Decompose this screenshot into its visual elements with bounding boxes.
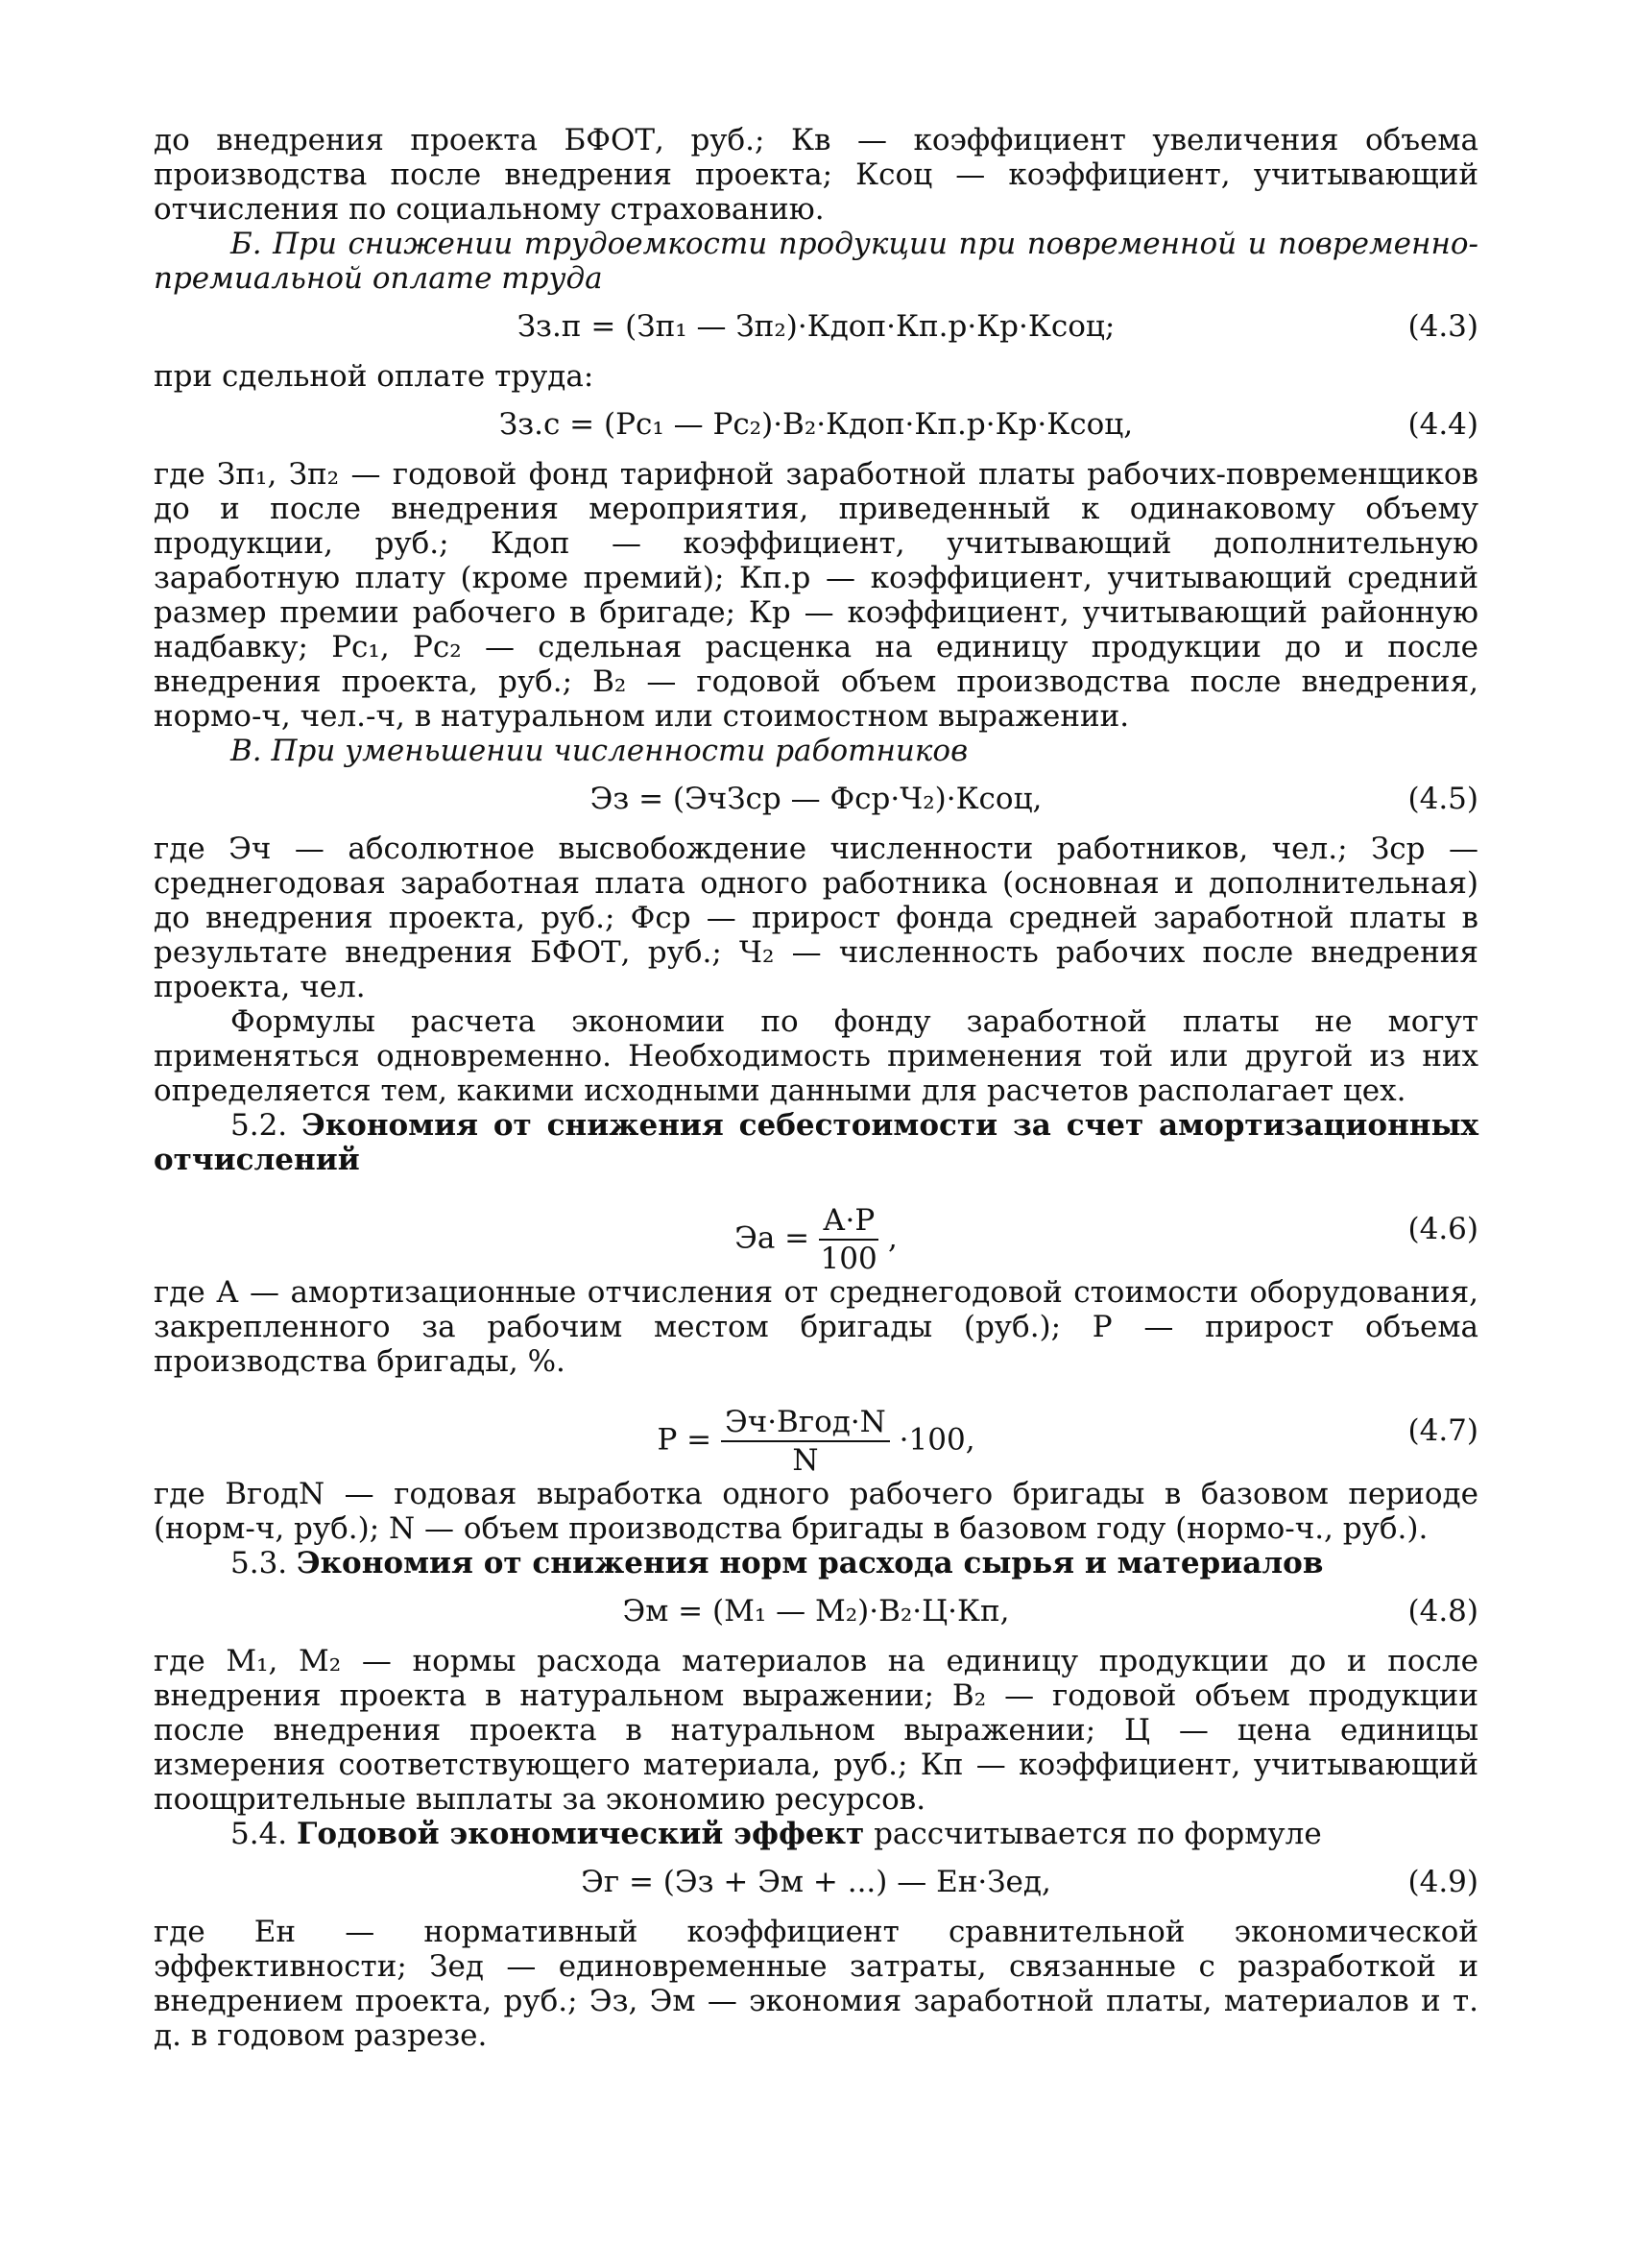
paragraph-formulas-note: Формулы расчета экономии по фонду заработной платы не могут применяться одновременно. Необходимость применения той или другой из них определяется тем, какими исходными данными для расчетов располагает цех. bbox=[154, 1004, 1478, 1108]
heading-5-2-number: 5.2. bbox=[230, 1108, 288, 1143]
formula-4-5 bbox=[154, 776, 1478, 826]
formula-4-6-tail: , bbox=[888, 1220, 898, 1256]
formula-4-4 bbox=[154, 401, 1478, 451]
heading-5-4 bbox=[154, 1817, 1478, 1851]
formula-4-9-number: (4.9) bbox=[1407, 1865, 1478, 1899]
formula-4-7-tail: ·100, bbox=[899, 1422, 975, 1458]
formula-4-7 bbox=[154, 1387, 1478, 1478]
heading-5-4-title: Годовой экономический эффект bbox=[297, 1817, 865, 1851]
formula-4-7-number: (4.7) bbox=[1407, 1413, 1478, 1448]
paragraph-where-4-7: где ВгодN — годовая выработка одного рабочего бригады в базовом периоде (норм-ч, руб.); N — объем производства бригады в базовом году (нормо-ч., руб.). bbox=[154, 1477, 1478, 1546]
formula-4-6-numerator: А·Р bbox=[819, 1202, 878, 1241]
formula-4-6-number: (4.6) bbox=[1407, 1212, 1478, 1246]
formula-4-6 bbox=[154, 1185, 1478, 1276]
heading-5-2 bbox=[154, 1108, 1478, 1177]
formula-4-7-numerator: Эч·Вгод·N bbox=[721, 1404, 890, 1442]
heading-5-2-title: Экономия от снижения себестоимости за счет амортизационных отчислений bbox=[154, 1108, 1479, 1177]
heading-5-3-number: 5.3. bbox=[230, 1546, 288, 1580]
formula-4-7-lhs: Р = bbox=[657, 1422, 712, 1458]
formula-4-9 bbox=[154, 1859, 1478, 1909]
formula-4-4-expr: Зз.с = (Рс₁ — Рс₂)·В₂·Кдоп·Кп.р·Кр·Ксоц, bbox=[498, 407, 1134, 442]
paragraph-piecework: при сдельной оплате труда: bbox=[154, 359, 594, 394]
paragraph-where-4-4: где Зп₁, Зп₂ — годовой фонд тарифной заработной платы рабочих-повременщиков до и после внедрения мероприятия, приведенный к одинаковому объему продукции, руб.; Кдоп — коэффициент, учитывающий дополнительную заработную плату (кроме премий); Кп.р — коэффициент, учитывающий средний размер премии рабочего в бригаде; Кр — коэффициент, учитывающий районную надбавку; Рс₁, Рс₂ — сдельная расценка на единицу продукции до и после внедрения проекта, руб.; В₂ — годовой объем производства после внедрения, нормо-ч, чел.-ч, в натуральном или стоимостном выражении. bbox=[154, 457, 1478, 734]
heading-5-3 bbox=[154, 1546, 1478, 1580]
formula-4-5-expr: Эз = (ЭчЗср — Фср·Ч₂)·Ксоц, bbox=[589, 782, 1043, 816]
paragraph-where-4-9: где Ен — нормативный коэффициент сравнительной экономической эффективности; Зед — единовременные затраты, связанные с разработкой и внедрением проекта, руб.; Эз, Эм — экономия заработной платы, материалов и т. д. в годовом разрезе. bbox=[154, 1915, 1478, 2053]
paragraph-where-4-5: где Эч — абсолютное высвобождение численности работников, чел.; Зср — среднегодовая заработная плата одного работника (основная и дополнительная) до внедрения проекта, руб.; Фср — прирост фонда средней заработной платы в результате внедрения БФОТ, руб.; Ч₂ — численность рабочих после внедрения проекта, чел. bbox=[154, 832, 1478, 1004]
formula-4-5-number: (4.5) bbox=[1407, 782, 1478, 816]
formula-4-8-expr: Эм = (М₁ — М₂)·В₂·Ц·Кп, bbox=[622, 1594, 1010, 1629]
formula-4-9-expr: Эг = (Эз + Эм + ...) — Ен·Зед, bbox=[581, 1865, 1051, 1899]
section-v-title: В. При уменьшении численности работников bbox=[230, 734, 969, 768]
formula-4-6-lhs: Эа = bbox=[734, 1220, 810, 1256]
formula-4-7-denominator: N bbox=[792, 1443, 819, 1478]
formula-4-4-number: (4.4) bbox=[1407, 407, 1478, 442]
formula-4-6-fraction bbox=[819, 1202, 878, 1277]
formula-4-8-number: (4.8) bbox=[1407, 1594, 1478, 1629]
formula-4-7-fraction bbox=[721, 1404, 890, 1479]
heading-5-4-rest: рассчитывается по формуле bbox=[864, 1817, 1322, 1851]
heading-5-3-title: Экономия от снижения норм расхода сырья и материалов bbox=[297, 1546, 1324, 1580]
heading-5-4-number: 5.4. bbox=[230, 1817, 288, 1851]
formula-4-6-denominator: 100 bbox=[820, 1242, 877, 1276]
paragraph-where-4-6: где А — амортизационные отчисления от среднегодовой стоимости оборудования, закрепленного за рабочим местом бригады (руб.); Р — прирост объема производства бригады, %. bbox=[154, 1275, 1478, 1379]
formula-4-3-expr: Зз.п = (Зп₁ — Зп₂)·Кдоп·Кп.р·Кр·Ксоц; bbox=[517, 309, 1116, 344]
formula-4-3-number: (4.3) bbox=[1407, 309, 1478, 344]
formula-4-8 bbox=[154, 1588, 1478, 1638]
paragraph-where-4-8: где М₁, М₂ — нормы расхода материалов на единицу продукции до и после внедрения проекта в натуральном выражении; В₂ — годовой объем продукции после внедрения проекта в натуральном выражении; Ц — цена единицы измерения соответствующего материала, руб.; Кп — коэффициент, учитывающий поощрительные выплаты за экономию ресурсов. bbox=[154, 1644, 1478, 1817]
paragraph-intro: до внедрения проекта БФОТ, руб.; Кв — коэффициент увеличения объема производства после внедрения проекта; Ксоц — коэффициент, учитывающий отчисления по социальному страхованию. bbox=[154, 123, 1478, 227]
document-page bbox=[154, 123, 1478, 2053]
formula-4-3 bbox=[154, 303, 1478, 353]
section-b-title: Б. При снижении трудоемкости продукции при повременной и повременно-премиальной оплате труда bbox=[154, 227, 1478, 296]
